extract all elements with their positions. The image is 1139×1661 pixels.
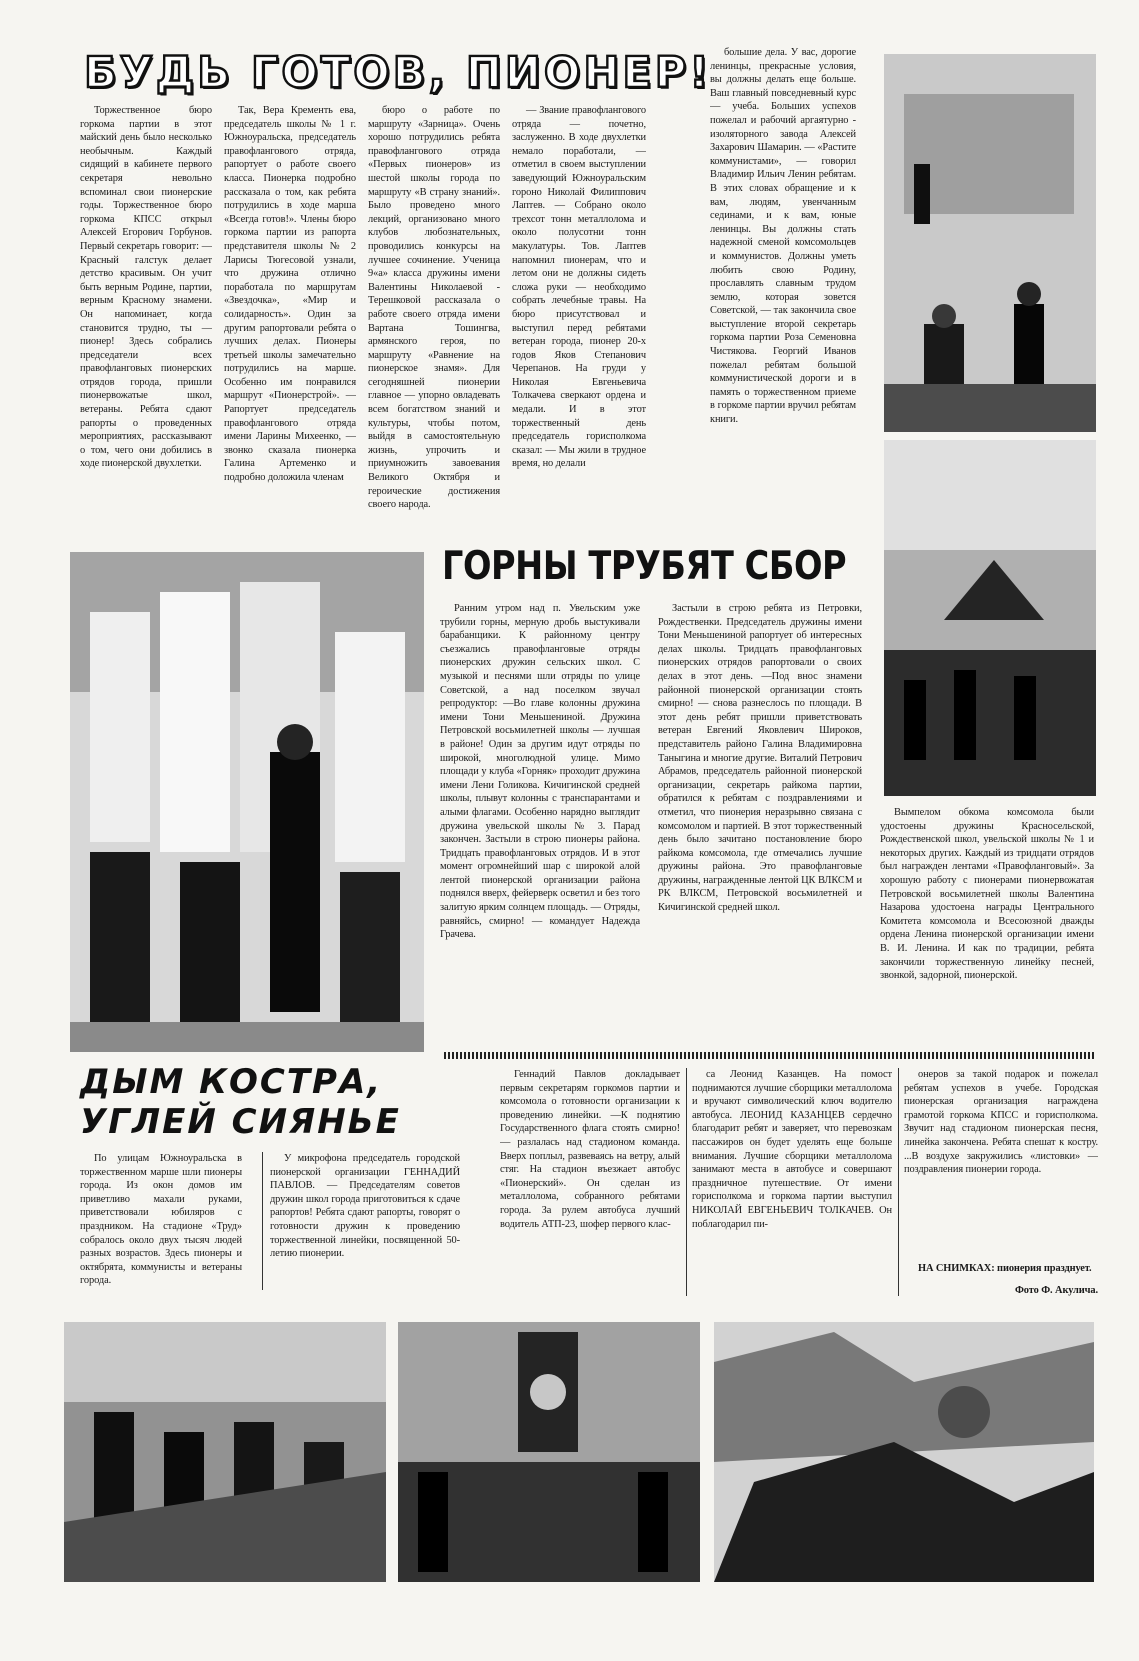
article1-column-2: Так, Вера Кременть ева, председатель школы № 1 г. Южноуральска, председатель правофлангового отряда, рапортует о работе своего класса. Пионерка подробно рассказала о том, как ребята потрудились в ходе марша «Всегда готов!». Члены бюро горкома партии из рапорта представителя школы № 2 Ларисы Тюгесовой узнали, что дружина отлично поработала по маршрутам «Звездочка», «Мир и солидарность». Один за другим рапортовали ребята о лучших делах. Пионеры третьей школы замечательно потрудились на марше. Особенно им понравился маршрут «Пионерстрой». — Рапортует председатель правофлангового отряда имени Ларины Михеенко, — звонко сказала пионерка Галина Артеменко и подробно доложила членам xyxy=(224,105,356,484)
article2-column-1: Ранним утром над п. Увельским уже трубили горны, мерную дробь выстукивали барабанщики. К районному центру съезжались правофланговые отряды пионерских дружин сельских школ. С музыкой и песнями шли отряды по улице Советской, а над поселком звучал репродуктор: —Во главе колонны дружина имени Тони Меньшениной. Дружина Петровской восьмилетней школы — лучшая в районе! Один за другим идут отряды по широкой, многолюдной улице. Мимо площади у клуба «Горняк» проходит дружина имени Лени Голикова. Кичигинской средней школы, плывут колонны с транспарантами и алыми флагами. Особенно нарядно выглядит дружина увельской школы № 3. Парад закончен. Застыли в строю пионеры района. Тридцать правофланговых отрядов. И в этот момент огромнейший шар с широкой алой лентой пионерской организации района поднялся вверх, фейерверк осветил и без того залитую ярким солнцем площадь. — Отряды, равняйсь, смирно! — командует Надежда Грачева. xyxy=(440,603,640,941)
photo-pioneers-middle-right xyxy=(884,440,1096,796)
photo-graphic xyxy=(714,1322,1094,1582)
article1-column-3: бюро о работе по маршруту «Зарница». Очень хорошо потрудились ребята правофлангового отряда «Первых пионеров» из шестой школы города по маршруту «В страну знаний». Было проведено много лекций, организовано много клубов любознательных, проводились конкурсы на лучшее сочинение. Ученица 9«а» класса дружины имени Валентины Николаевой - Терешковой рассказала о работе своего отряда имени Вартана Тошингва, армянского героя, по маршруту «Равнение на пионерское знамя». Для сегодняшней пионерии главное — упорно овладевать всем богатством знаний и культуры, чтобы потом, выйдя в самостоятельную жизнь, упрочить и приумножить завоевания Великого Октября и героические достижения своего народа. xyxy=(368,105,500,511)
article1-column-1: Торжественное бюро горкома партии в этот майский день было несколько необычным. Каждый сидящий в кабинете первого секретаря невольно вспоминал свои пионерские годы. Торжественное бюро горкома КПСС открыл Алексей Егорович Горбунов. Первый секретарь говорит: — Красный галстук делает детство красивым. Он учит быть верным Родине, партии, верным Красному знамени. Он напоминает, когда становится трудно, ты — пионер! Здесь собрались председатели всех правофланговых пионерских отрядов города, пришли пионервожатые школ, ветераны. Ребята сдают рапорты о проведенных мероприятиях, рассказывают о том, чего они добились в ходе пионерской двухлетки. xyxy=(80,105,212,470)
column-rule xyxy=(898,1068,899,1296)
article3-column-1: По улицам Южноуральска в торжественном марше шли пионеры города. Из окон домов им приветливо махали руками, приветствовали юбиляров с праздником. На стадионе «Труд» собралось около двух тысяч людей разных возрастов. Здесь пионеры и октябрята, коммунисты и ветераны города. xyxy=(80,1153,242,1287)
photo-graphic xyxy=(70,552,424,1052)
column-rule xyxy=(686,1068,687,1296)
section-divider xyxy=(444,1052,1094,1059)
article3-column-2: У микрофона председатель городской пионерской организации ГЕННАДИЙ ПАВЛОВ. — Председателям советов дружин школ города приготовиться к сдаче рапортов! Ребята сдают рапорты, говорят о готовности дружин к проведению торжественной линейки, посвященной 50-летию пионерии. xyxy=(270,1153,460,1260)
article1-column-5: большие дела. У вас, дорогие ленинцы, прекрасные условия, вы должны делать еще больше. Ваш главный повседневный курс — учеба. Больших успехов пожелал и рабочий аргаятурно - изоляторного завода Алексей Захарович Шамарин. — «Растите коммунистами», — говорил Владимир Ильич Ленин ребятам. В этих словах обращение и к вам, людям, увенчанным сединами, и к вам, юные ленинцы. Вы должны стать надежной сменой комсомольцев и коммунистов. Должны уметь любить свою Родину, прославлять славным трудом землю, которая зовется Советской, — так закончила свое выступление второй секретарь горкома партии Роза Семеновна Чистякова. Георгий Иванов пожелал ребятам большой коммунистической дороги и в память о торжественном приеме в горкоме партии вручил ребятам книги. xyxy=(710,47,856,426)
photo-graphic xyxy=(884,54,1096,432)
column-rule xyxy=(262,1152,263,1290)
headline-third: ДЫМ КОСТРА, УГЛЕЙ СИЯНЬЕ xyxy=(80,1062,401,1142)
photo-bottom-left xyxy=(64,1322,386,1582)
article3-column-3: Геннадий Павлов докладывает первым секретарям горкомов партии и комсомола о готовности организации к проведению линейки. —К поднятию Государственного флага стоять смирно! — разлалась над стадионом команда. Вверх поплыл, развеваясь на ветру, алый стяг. На стадион въезжает автобус «Пионерский». Он сделан из металлолома, собранного ребятами города. За рулем автобуса лучший водитель АТП-23, шофер первого клас- xyxy=(500,1069,680,1230)
photo-bottom-right xyxy=(714,1322,1094,1582)
article3-column-5: онеров за такой подарок и пожелал ребятам успехов в учебе. Городская пионерская организация награждена грамотой горкома КПСС и горисполкома. Звучит над стадионом пионерская песня, линейка закончена. Ребята спешат к костру. ...В воздухе закружились «листовки» — поздравления пионерии города. xyxy=(904,1069,1098,1176)
article3-column-4: са Леонид Казанцев. На помост поднимаются лучшие сборщики металлолома и вручают символический ключ водителю автобуса. ЛЕОНИД КАЗАНЦЕВ сердечно благодарит ребят и заверяет, что перевозкам пассажиров он будет уделять еще больше внимания. Лучшие сборщики металлолома занимают места в автобусе и совершают праздничное путешествие. От имени горисполкома и горкома партии выступил НИКОЛАЙ ЕВГЕНЬЕВИЧ ТОЛКАЧЕВ. Он поблагодарил пи- xyxy=(692,1069,892,1230)
photo-graphic xyxy=(884,440,1096,796)
photo-bottom-middle xyxy=(398,1322,700,1582)
article2-column-3: Вымпелом обкома комсомола были удостоены дружины Красносельской, Рождественской школ, увельской школы № 1 и некоторых других. Каждый из тридцати отрядов был награжден лентами «Правофланговый». За хорошую работу с пионерами пионервожатая Петровской восьмилетней школы Валентина Назарова удостоена награды Центрального Комитета комсомола и Всесоюзной дважды ордена Ленина пионерской организации имени В. И. Ленина. И как по традиции, ребята закончили торжественную линейку песней, звонкой, задорной, пионерской. xyxy=(880,807,1094,982)
headline-second: ГОРНЫ ТРУБЯТ СБОР xyxy=(442,544,847,589)
article1-column-4: — Звание правофлангового отряда — почетно, заслуженно. В ходе двухлетки немало поработали, — отметил в своем выступлении заведующий Южноуральским гороно Николай Филиппович Лаптев. — Собрано около трехсот тонн металлолома и около полусотни тонн макулатуры. Тов. Лаптев напомнил пионерам, что и летом они не должны сидеть сложа руки — необходимо собрать лечебные травы. На бюро присутствовал и выступил перед ребятами ветеран города, пионер 20-х годов Яков Степанович Черепанов. На груди у Николая Евгеньевича Толкачева сверкают ордена и медали. И в этот торжественный день председатель горисполкома сказал: — Мы жили в трудное время, но делали xyxy=(512,105,646,470)
photo-graphic xyxy=(398,1322,700,1582)
photo-credit: Фото Ф. Акулича. xyxy=(1014,1285,1098,1296)
photo-pioneer-parade xyxy=(70,552,424,1052)
photo-pioneers-top-right xyxy=(884,54,1096,432)
article2-column-2: Застыли в строю ребята из Петровки, Рождественки. Председатель дружины имени Тони Меньшениной рапортует об интересных делах школы. Тридцать правофланговых пионерских отрядов рапортовали о своих делах в этот день. —Под внос знамени районной пионерской организации стоять смирно! — снова разнеслось по площади. В этот день ребят пришли приветствовать ветеран Евгений Яковлевич Широков, представитель районо Галина Владимировна Таныгина и многие другие. Виталий Петрович Абрамов, председатель районной пионерской организации, секретарь райкома партии, обратился к ребятам с поздравлениями и отметил, что пионерия неразрывно связана с комсомолом и партией. В этот торжественный день было зачитано постановление бюро райкома комсомола, где отмечались лучшие дружины района. Это правофланговые дружины, награжденные лентой ЦК ВЛКСМ и РК ВЛКСМ, Петровской восьмилетней и Кичигинской средней школ. xyxy=(658,603,862,914)
photo-caption: НА СНИМКАХ: пионерия празднует. xyxy=(918,1263,1092,1274)
headline-main: БУДЬ ГОТОВ, ПИОНЕР! xyxy=(84,48,712,98)
photo-graphic xyxy=(64,1322,386,1582)
